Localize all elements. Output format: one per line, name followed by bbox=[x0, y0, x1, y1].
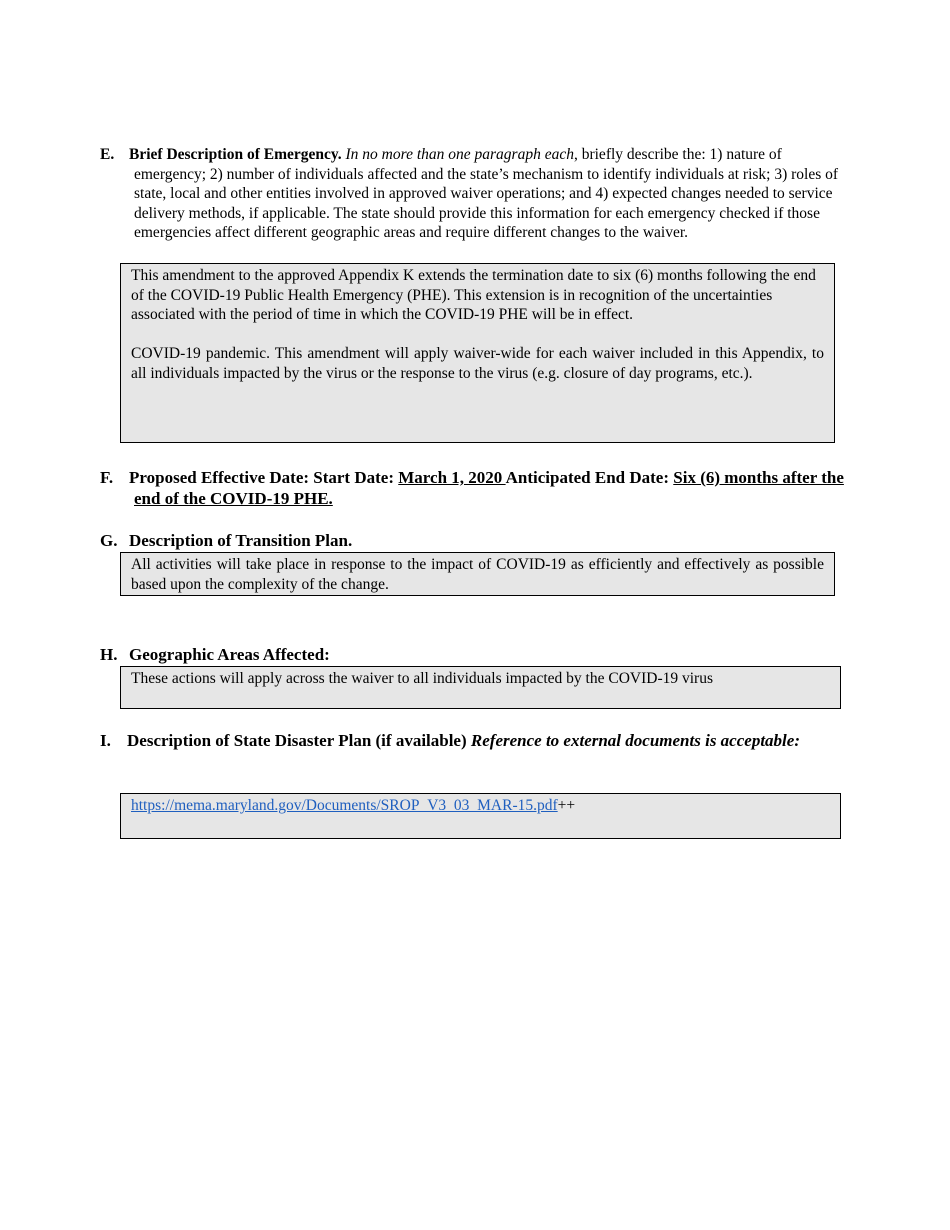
section-h-title: Geographic Areas Affected: bbox=[129, 645, 330, 664]
section-e-title: Brief Description of Emergency. bbox=[129, 146, 342, 163]
section-g-heading bbox=[100, 530, 850, 551]
section-e bbox=[100, 145, 850, 243]
section-g-response-box bbox=[120, 552, 835, 596]
start-date-value: March 1, 2020 bbox=[398, 468, 506, 487]
section-f-letter: F. bbox=[100, 468, 114, 487]
section-h bbox=[100, 644, 850, 665]
section-e-letter: E. bbox=[100, 146, 115, 163]
section-e-instruction-italic: In no more than one paragraph each bbox=[345, 146, 574, 163]
disaster-plan-link-suffix: ++ bbox=[557, 797, 576, 814]
anticipated-end-date-value: Six (6) months after the end of the COVID-19 PHE. bbox=[134, 468, 844, 508]
section-i-response-box bbox=[120, 793, 841, 839]
section-i-response-text bbox=[131, 796, 830, 816]
section-g-letter: G. bbox=[100, 531, 118, 550]
section-h-heading bbox=[100, 644, 850, 665]
section-i-letter: I. bbox=[100, 731, 111, 750]
section-g bbox=[100, 530, 850, 551]
section-h-response-box bbox=[120, 666, 841, 709]
section-g-title: Description of Transition Plan. bbox=[129, 531, 353, 550]
section-f bbox=[100, 467, 850, 509]
section-e-response-paragraph-2: COVID-19 pandemic. This amendment will apply waiver-wide for each waiver included in this Appendix, to all individuals impacted by the virus or the response to the virus (e.g. closure of day programs, etc.). bbox=[131, 345, 824, 382]
section-i-title-italic: Reference to external documents is acceptable: bbox=[470, 731, 800, 750]
section-e-response-box bbox=[120, 263, 835, 443]
section-e-instruction-text: , briefly describe the: 1) nature of emergency; 2) number of individuals affected and the state’s mechanism to identify individuals at risk; 3) roles of state, local and other entities involved in approved waiver operations; and 4) expected changes needed to service delivery methods, if applicable. The state should provide this information for each emergency checked if those emergencies affect different geographic areas and require different changes to the waiver. bbox=[134, 146, 839, 242]
section-g-response-text: All activities will take place in response to the impact of COVID-19 as efficiently and effectively as possible based upon the complexity of the change. bbox=[131, 556, 824, 593]
section-h-response-text: These actions will apply across the waiver to all individuals impacted by the COVID-19 virus bbox=[131, 670, 713, 687]
section-h-letter: H. bbox=[100, 645, 118, 664]
anticipated-end-date-label: Anticipated End Date: bbox=[505, 468, 674, 487]
section-e-response-paragraph-1: This amendment to the approved Appendix K extends the termination date to six (6) months following the end of the COVID-19 Public Health Emergency (PHE). This extension is in recognition of the uncertainties associated with the period of time in which the COVID-19 PHE will be in effect. bbox=[131, 267, 816, 324]
section-e-instructions bbox=[100, 145, 850, 243]
disaster-plan-link[interactable]: https://mema.maryland.gov/Documents/SROP_V3_03_MAR-15.pdf bbox=[131, 797, 558, 814]
section-f-heading bbox=[100, 467, 850, 509]
section-i-title: Description of State Disaster Plan (if available) bbox=[127, 731, 471, 750]
section-i-heading bbox=[100, 730, 850, 751]
section-f-title: Proposed Effective Date: Start Date: bbox=[129, 468, 399, 487]
section-i bbox=[100, 730, 850, 751]
